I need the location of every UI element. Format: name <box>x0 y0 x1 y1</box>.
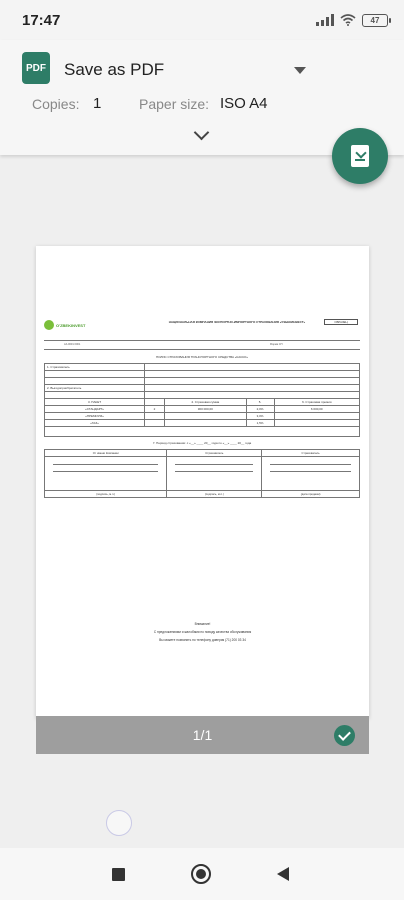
printer-selector[interactable] <box>0 48 404 92</box>
download-pdf-button[interactable] <box>332 128 388 184</box>
paper-size-value: ISO A4 <box>220 95 268 112</box>
status-bar <box>0 0 404 40</box>
check-icon[interactable] <box>334 725 355 746</box>
paper-size-label: Paper size: <box>139 96 210 112</box>
page-indicator: 1/1 <box>192 727 213 743</box>
document-thumbnail: O'ZBEKINVEST НАЦИОНАЛЬНАЯ КОМПАНИЯ ЭКСПОРТНО-ИМПОРТНОГО СТРАХОВАНИЯ «УЗБЕКИНВЕСТ» ОБРАЗЕЦ AA 0001 0001 Форма СП ПОЛИС СТРАХОВАНИЯ ТРАНСПОРТНОГО СРЕДСТВА «КАСКО» 1. Страхователь 2. Выгодоприобретатель 3. ПАКЕТ 4. Страховая сумма 5. 6. Страховая премия «СТАНДАРТ» 2 300 000,00 2,0% 6 000,00 «ПРЕМИУМ» 3,0% «ГАЗ» 1,5% 7. Период страхования: с «__» ____ 20__ года по «__» ____ 20__ года От имени Компании Страхователь Страхователь (подпись, м.п.) (подпись, м.п.) (дата продажи) <box>42 318 362 498</box>
page-preview[interactable] <box>36 246 369 718</box>
status-icons <box>316 14 388 27</box>
battery-level: 47 <box>370 15 380 25</box>
status-time: 17:47 <box>22 11 61 29</box>
chevron-down-icon[interactable] <box>194 125 210 141</box>
signal-icon <box>316 14 334 26</box>
dropdown-icon[interactable] <box>294 67 306 74</box>
recents-icon[interactable] <box>112 868 125 881</box>
pdf-icon-label: PDF <box>26 62 46 74</box>
options-summary <box>0 92 404 118</box>
document-signature-table: От имени Компании Страхователь Страхователь (подпись, м.п.) (подпись, м.п.) (дата продажи) <box>44 449 360 498</box>
page-footer <box>36 716 369 754</box>
printer-name: Save as PDF <box>64 60 165 79</box>
copies-value: 1 <box>93 95 102 112</box>
back-icon[interactable] <box>277 867 289 881</box>
pdf-icon <box>22 52 50 84</box>
battery-icon <box>362 14 388 27</box>
download-pdf-icon <box>351 145 369 167</box>
copies-label: Copies: <box>32 96 80 112</box>
document-logo <box>44 320 54 330</box>
home-icon[interactable] <box>191 864 211 884</box>
document-table: 1. Страхователь 2. Выгодоприобретатель 3. ПАКЕТ 4. Страховая сумма 5. 6. Страховая премия «СТАНДАРТ» 2 300 000,00 2,0% 6 000,00 «ПРЕМИУМ» 3,0% «ГАЗ» 1,5% <box>44 363 360 437</box>
navigation-bar <box>0 848 404 900</box>
document-footer: Внимание! С предложениями и жалобами по поводу качества обслуживания Вы можете позвонить по телефону доверия (71) 200 03 34 <box>153 622 252 642</box>
wifi-icon <box>340 14 356 26</box>
touch-indicator <box>106 810 132 836</box>
